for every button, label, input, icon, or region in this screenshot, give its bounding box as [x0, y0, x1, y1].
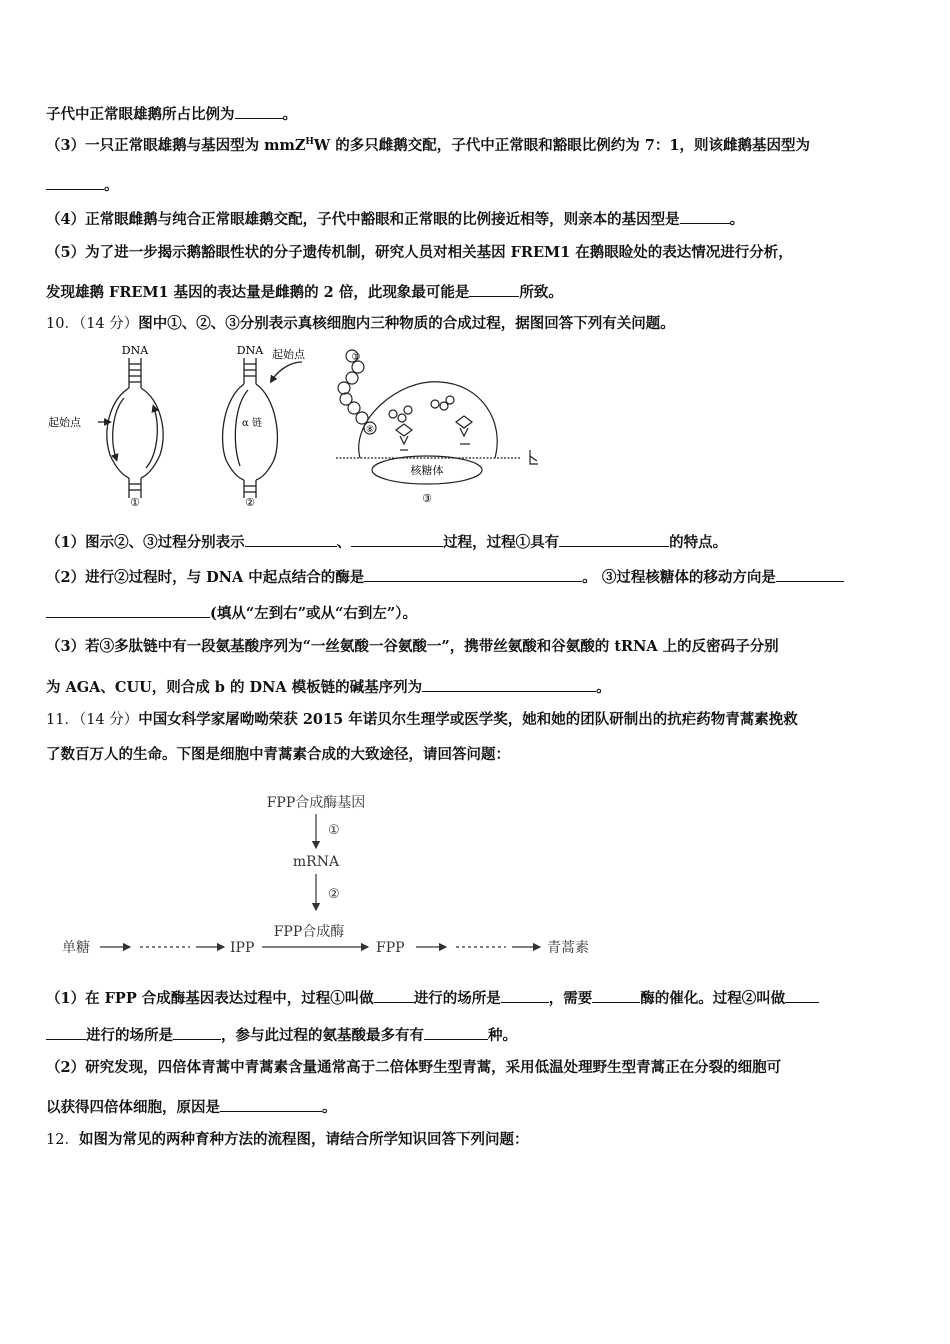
ipp-label: IPP	[230, 940, 255, 956]
answer-blank	[245, 531, 337, 547]
q12-stem: 12．如图为常见的两种育种方法的流程图，请结合所学知识回答下列问题：	[46, 1131, 529, 1148]
ribosome-label: 核糖体	[410, 464, 444, 477]
answer-blank	[592, 987, 640, 1003]
answer-blank	[220, 1096, 322, 1112]
circle-num-3: ③	[422, 492, 432, 505]
enzyme-label: FPP合成酶	[273, 924, 345, 940]
answer-blank	[235, 103, 283, 119]
answer-blank	[46, 174, 104, 190]
gene-label: FPP合成酶基因	[266, 795, 366, 811]
step-2-label: ②	[328, 887, 340, 902]
q11-part2-l1: （2）研究发现，四倍体青蒿中青蒿素含量通常高于二倍体野生型青蒿，采用低温处理野生型青蒿正在分裂的细胞可	[46, 1059, 782, 1076]
origin-label-1: 起始点	[48, 416, 81, 429]
circle-num-2: ②	[245, 496, 255, 509]
dna-label: DNA	[121, 344, 149, 357]
q11-stem-l1: 11．（14 分）中国女科学家屠呦呦荣获 2015 年诺贝尔生理学或医学奖，她和她的团队研制出的抗疟药物青蒿素挽救	[46, 711, 798, 728]
circle-num-1: ①	[130, 496, 140, 509]
answer-blank	[364, 566, 582, 582]
circle-num-1-peptide: ①	[351, 352, 361, 363]
q9-part5-l2: 发现雄鹅 FREM1 基因的表达量是雌鹅的 2 倍，此现象最可能是 所致。	[46, 281, 563, 303]
origin-label-2: 起始点	[272, 348, 305, 361]
q11-stem-l2: 了数百万人的生命。下图是细胞中青蒿素合成的大致途径，请回答问题：	[46, 746, 510, 763]
q10-part3-l2: 为 AGA、CUU，则合成 b 的 DNA 模板链的碱基序列为 。	[46, 676, 611, 698]
q9-part3-answer: 。	[46, 174, 119, 196]
answer-blank	[46, 1024, 86, 1040]
transcription-diagram	[223, 358, 302, 498]
q10-figure	[40, 340, 560, 510]
q11-part1: （1）在 FPP 合成酶基因表达过程中，过程①叫做 进行的场所是 ，需要 酶的催化。过程②叫做	[46, 987, 819, 1009]
answer-blank	[559, 531, 669, 547]
answer-blank	[351, 531, 443, 547]
dna-label-2: DNA	[236, 344, 264, 357]
q10-part1: （1）图示②、③过程分别表示 、 过程，过程①具有 的特点。	[46, 531, 727, 553]
q10-part2: （2）进行②过程时，与 DNA 中起点结合的酶是 。 ③过程核糖体的移动方向是	[46, 566, 844, 588]
answer-blank	[680, 208, 730, 224]
q10-part3-l1: （3）若③多肽链中有一段氨基酸序列为“一丝氨酸一谷氨酸一”，携带丝氨酸和谷氨酸的 tRNA 上的反密码子分别	[46, 638, 779, 655]
answer-blank	[424, 1024, 488, 1040]
answer-blank	[776, 566, 844, 582]
q9-part4: （4）正常眼雌鹅与纯合正常眼雄鹅交配，子代中豁眼和正常眼的比例接近相等，则亲本的基因型是 。	[46, 208, 744, 230]
q10-stem: 10．（14 分）图中①、②、③分别表示真核细胞内三种物质的合成过程，据图回答下列有关问题。	[46, 315, 675, 332]
answer-blank	[46, 602, 210, 618]
circle-num-8: ⑧	[365, 425, 375, 435]
answer-blank	[374, 987, 414, 1003]
answer-blank	[173, 1024, 221, 1040]
q9-part5-l1: （5）为了进一步揭示鹅豁眼性状的分子遗传机制，研究人员对相关基因 FREM1 在鹅眼睑处的表达情况进行分析，	[46, 244, 793, 261]
replication-diagram	[107, 358, 163, 498]
q11-part2-l2: 以获得四倍体细胞，原因是 。	[46, 1096, 337, 1118]
q11-pathway-figure	[44, 780, 624, 960]
step-1-label: ①	[328, 823, 340, 838]
answer-blank	[785, 987, 819, 1003]
q9-line-1: 子代中正常眼雄鹅所占比例为 。	[46, 103, 297, 125]
q10-part2-cont: (填从“左到右”或从“右到左”）。	[46, 602, 417, 624]
alpha-chain-label: α 链	[242, 418, 262, 429]
answer-blank	[469, 281, 519, 297]
sugar-label: 单糖	[62, 940, 90, 956]
fpp-label: FPP	[376, 940, 405, 956]
answer-blank	[422, 676, 596, 692]
artemisinin-label: 青蒿素	[547, 940, 589, 956]
answer-blank	[501, 987, 549, 1003]
q11-part1-cont: 进行的场所是 ，参与此过程的氨基酸最多有有 种。	[46, 1024, 517, 1046]
mrna-label: mRNA	[292, 854, 340, 870]
q9-part3: （3）一只正常眼雄鹅与基因型为 mmZ$^H$W 的多只雌鹅交配，子代中正常眼和豁眼比例约为 7：1，则该雌鹅基因型为	[46, 137, 810, 154]
